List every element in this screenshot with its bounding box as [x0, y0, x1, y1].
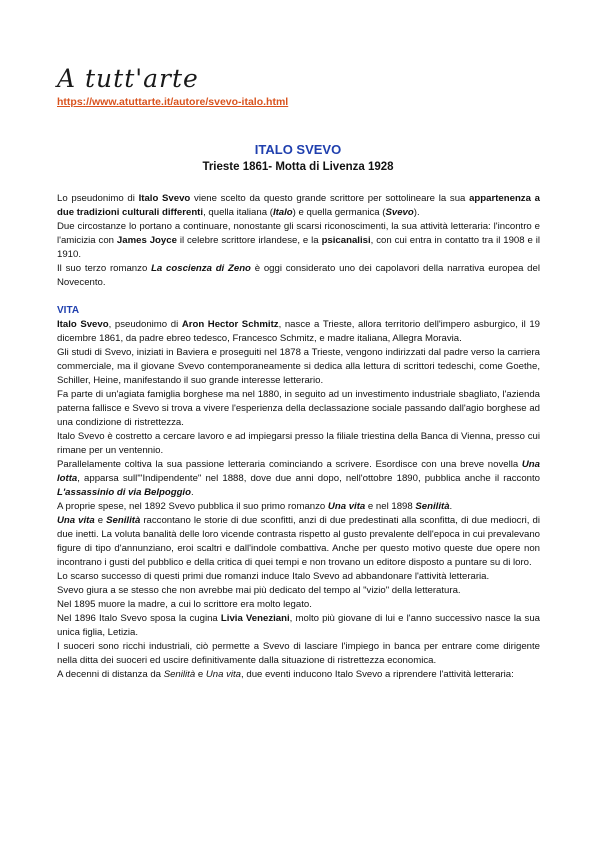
body-paragraph: Nel 1895 muore la madre, a cui lo scrittore era molto legato. [57, 599, 312, 610]
body-paragraph: Una vita e Senilità raccontano le storie di due sconfitti, anzi di due predestinati alla sconfitta, di due mediocri, di due inetti. La voluta banalità delle loro vicende contrasta rispetto al gusto prevalente dell'epoca in cui prevalevano figure di tipo d'annunziano, eroi scaltri e dall'indole combattiva. Anche per questo motivo queste due opere non incontrano i gusti del pubblico e della critica di quei tempi e non trovano un editore disposto a puntare su di loro. [57, 515, 540, 568]
body-paragraph: Nel 1896 Italo Svevo sposa la cugina Livia Veneziani, molto più giovane di lui e l'anno successivo nasce la sua unica figlia, Letizia. [57, 613, 540, 638]
body-paragraph: Parallelamente coltiva la sua passione letteraria cominciando a scrivere. Esordisce con una breve novella Una lotta, apparsa sull'"Indipendente" nel 1888, dove due anni dopo, nell'ottobre 1890, pubblica anche il racconto L'assassinio di via Belpoggio. [57, 459, 540, 498]
page-subtitle: Trieste 1861- Motta di Livenza 1928 [202, 161, 394, 173]
body-paragraph: I suoceri sono ricchi industriali, ciò permette a Svevo di lasciare l'impiego in banca per entrare come dirigente nella ditta dei suoceri ed uscire definitivamente dalla situazione di ristrettezza economica. [57, 641, 540, 666]
page-title: ITALO SVEVO [254, 142, 342, 157]
body-paragraph: Lo scarso successo di questi primi due romanzi induce Italo Svevo ad abbandonare l'attività letteraria. [57, 571, 490, 582]
section-heading: VITA [57, 305, 80, 316]
source-link[interactable]: https://www.atuttarte.it/autore/svevo-italo.html [57, 96, 289, 108]
intro-paragraph: Due circostanze lo portano a continuare, nonostante gli scarsi riconoscimenti, la sua attività letteraria: l'incontro e l'amicizia con James Joyce il celebre scrittore irlandese, e la psicanalisi, con cui entra in contatto tra il 1908 e il 1910. [57, 221, 541, 260]
body-paragraph: Svevo giura a se stesso che non avrebbe mai più dedicato del tempo al "vizio" della letteratura. [57, 585, 461, 596]
site-logo: A tutt'arte [57, 64, 199, 93]
intro-paragraph: Il suo terzo romanzo La coscienza di Zeno è oggi considerato uno dei capolavori della narrativa europea del Novecento. [57, 263, 540, 288]
body-paragraph: Italo Svevo, pseudonimo di Aron Hector Schmitz, nasce a Trieste, allora territorio dell'impero asburgico, il 19 dicembre 1861, da padre ebreo tedesco, Francesco Schmitz, e madre italiana, Allegra Moravia. [57, 319, 540, 344]
body-paragraph: A proprie spese, nel 1892 Svevo pubblica il suo primo romanzo Una vita e nel 1898 Senilità. [57, 501, 453, 512]
article-body [57, 192, 540, 682]
intro-paragraph: Lo pseudonimo di Italo Svevo viene scelto da questo grande scrittore per sottolineare la sua appartenenza a due tradizioni culturali differenti, quella italiana (Italo) e quella germanica (Svevo). [57, 193, 540, 218]
body-paragraph: A decenni di distanza da Senilità e Una vita, due eventi inducono Italo Svevo a riprendere l'attività letteraria: [57, 669, 514, 680]
body-paragraph: Italo Svevo è costretto a cercare lavoro e ad impiegarsi presso la filiale triestina della Banca di Vienna, presso cui rimane per un ventennio. [57, 431, 540, 456]
body-paragraph: Fa parte di un'agiata famiglia borghese ma nel 1880, in seguito ad un investimento industriale sbagliato, l'azienda paterna fallisce e Svevo si trova a vivere l'esperienza della declassazione sociale passando dall'agio borghese ad una condizione di ristrettezza. [57, 389, 540, 428]
body-paragraph: Gli studi di Svevo, iniziati in Baviera e proseguiti nel 1878 a Trieste, vengono indirizzati dal padre verso la carriera commerciale, ma il giovane Svevo contemporaneamente si dedica alla lettura di scrittori tedeschi, come Goethe, Schiller, Heine, manifestando il suo grande interesse letterario. [57, 347, 540, 386]
